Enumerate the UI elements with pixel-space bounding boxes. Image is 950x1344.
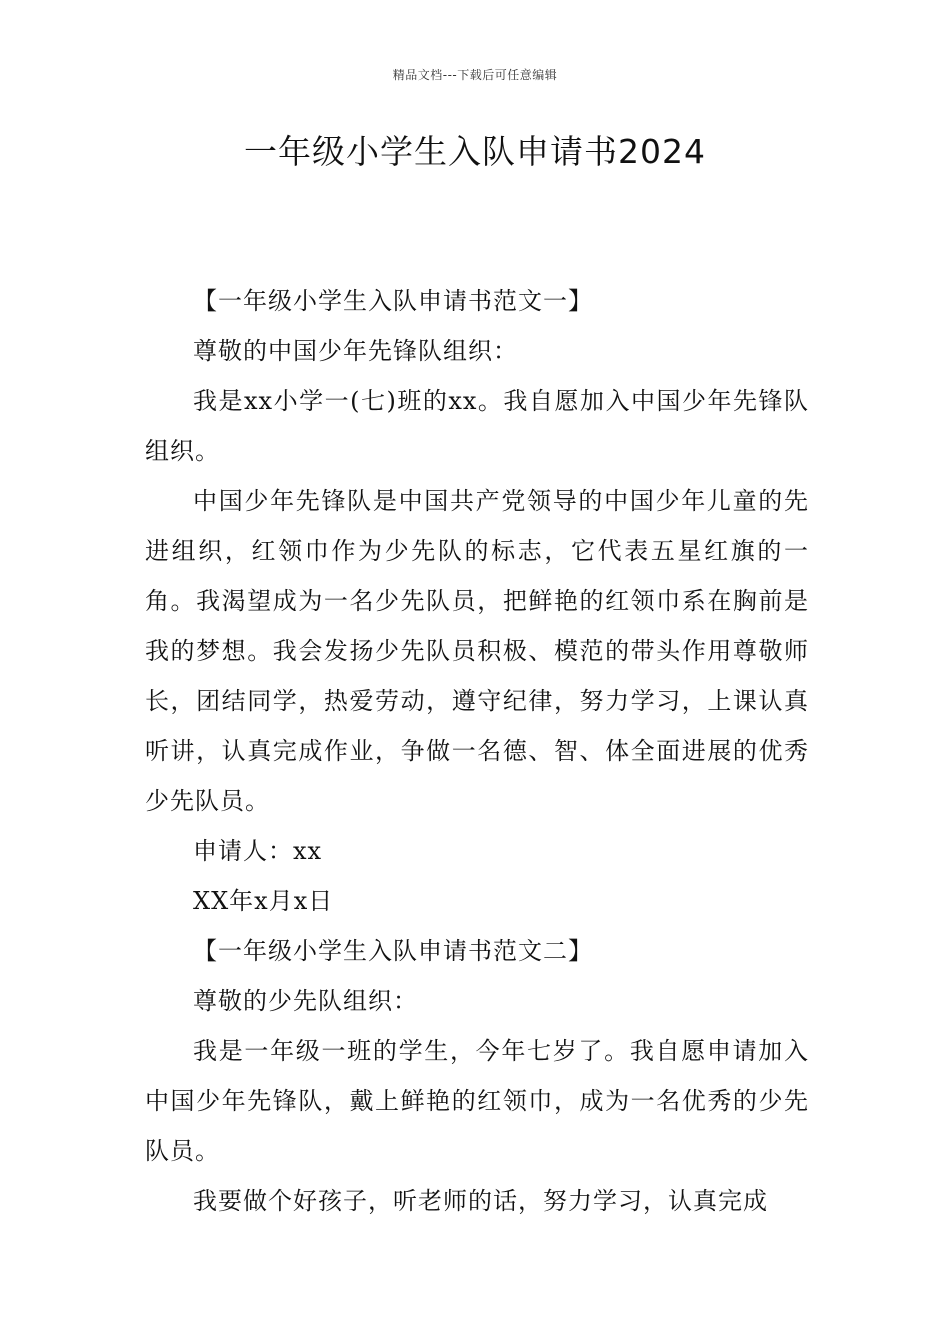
salutation-2: 尊敬的少先队组织： [193,987,418,1015]
applicant-line: 申请人：xx [193,837,323,865]
body-paragraph: 我是xx小学一(七)班的xx。我自愿加入中国少年先锋队组织。 [145,387,809,465]
body-paragraph: 我是一年级一班的学生，今年七岁了。我自愿申请加入中国少年先锋队，戴上鲜艳的红领巾，成为一名优秀的少先队员。 [145,1037,809,1165]
document-title: 一年级小学生入队申请书2024 [244,132,706,171]
header-note: 精品文档---下载后可任意编辑 [392,68,558,82]
salutation-1: 尊敬的中国少年先锋队组织： [193,337,518,365]
section-heading-1: 【一年级小学生入队申请书范文一】 [193,287,593,315]
document-body [145,276,809,1226]
body-paragraph: 我要做个好孩子，听老师的话，努力学习，认真完成 [193,1187,768,1215]
body-paragraph: 中国少年先锋队是中国共产党领导的中国少年儿童的先进组织，红领巾作为少先队的标志，它代表五星红旗的一角。我渴望成为一名少先队员，把鲜艳的红领巾系在胸前是我的梦想。我会发扬少先队员积极、模范的带头作用尊敬师长，团结同学，热爱劳动，遵守纪律，努力学习，上课认真听讲，认真完成作业，争做一名德、智、体全面进展的优秀少先队员。 [145,487,809,815]
date-line: XX年x月x日 [193,887,334,915]
section-heading-2: 【一年级小学生入队申请书范文二】 [193,937,593,965]
